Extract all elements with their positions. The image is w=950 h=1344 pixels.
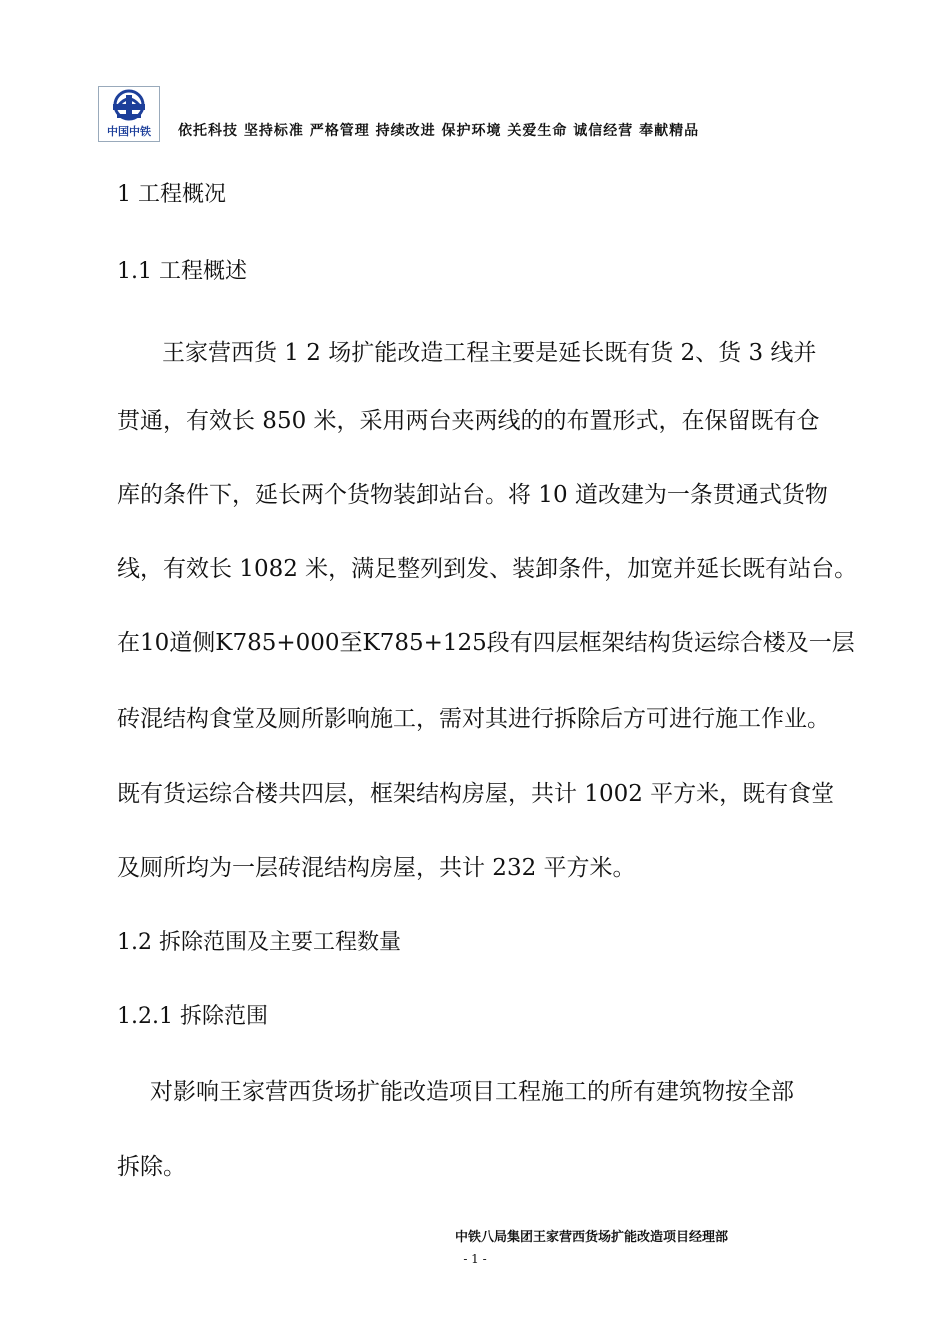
heading-1-1: 1.1 工程概述 [117, 259, 247, 284]
paragraph-line: 拆除。 [117, 1154, 186, 1180]
paragraph-line: 线，有效长 1082 米，满足整列到发、装卸条件，加宽并延长既有站台。 [117, 556, 858, 582]
paragraph-line: 库的条件下，延长两个货物装卸站台。将 10 道改建为一条贯通式货物 [117, 482, 828, 508]
paragraph-line: 对影响王家营西货场扩能改造项目工程施工的所有建筑物按全部 [150, 1079, 794, 1105]
heading-1-2: 1.2 拆除范围及主要工程数量 [117, 930, 401, 955]
logo-text: 中国中铁 [107, 125, 151, 138]
paragraph-line: 王家营西货 1 2 场扩能改造工程主要是延长既有货 2、货 3 线并 [162, 340, 817, 366]
footer-organization: 中铁八局集团王家营西货场扩能改造项目经理部 [455, 1230, 729, 1245]
heading-1: 1 工程概况 [117, 182, 226, 207]
paragraph-line: 贯通，有效长 850 米，采用两台夹两线的的布置形式，在保留既有仓 [117, 408, 820, 434]
paragraph-line: 在10道侧K785+000至K785+125段有四层框架结构货运综合楼及一层 [117, 630, 855, 656]
page-header [98, 86, 843, 144]
crec-logo [98, 86, 160, 142]
paragraph-line: 既有货运综合楼共四层，框架结构房屋，共计 1002 平方米，既有食堂 [117, 781, 835, 807]
page-number: - 1 - [463, 1252, 487, 1266]
paragraph-line: 砖混结构食堂及厕所影响施工，需对其进行拆除后方可进行施工作业。 [117, 706, 830, 732]
heading-1-2-1: 1.2.1 拆除范围 [117, 1004, 268, 1029]
header-slogan: 依托科技 坚持标准 严格管理 持续改进 保护环境 关爱生命 诚信经营 奉献精品 [178, 123, 700, 139]
paragraph-line: 及厕所均为一层砖混结构房屋，共计 232 平方米。 [117, 855, 636, 881]
